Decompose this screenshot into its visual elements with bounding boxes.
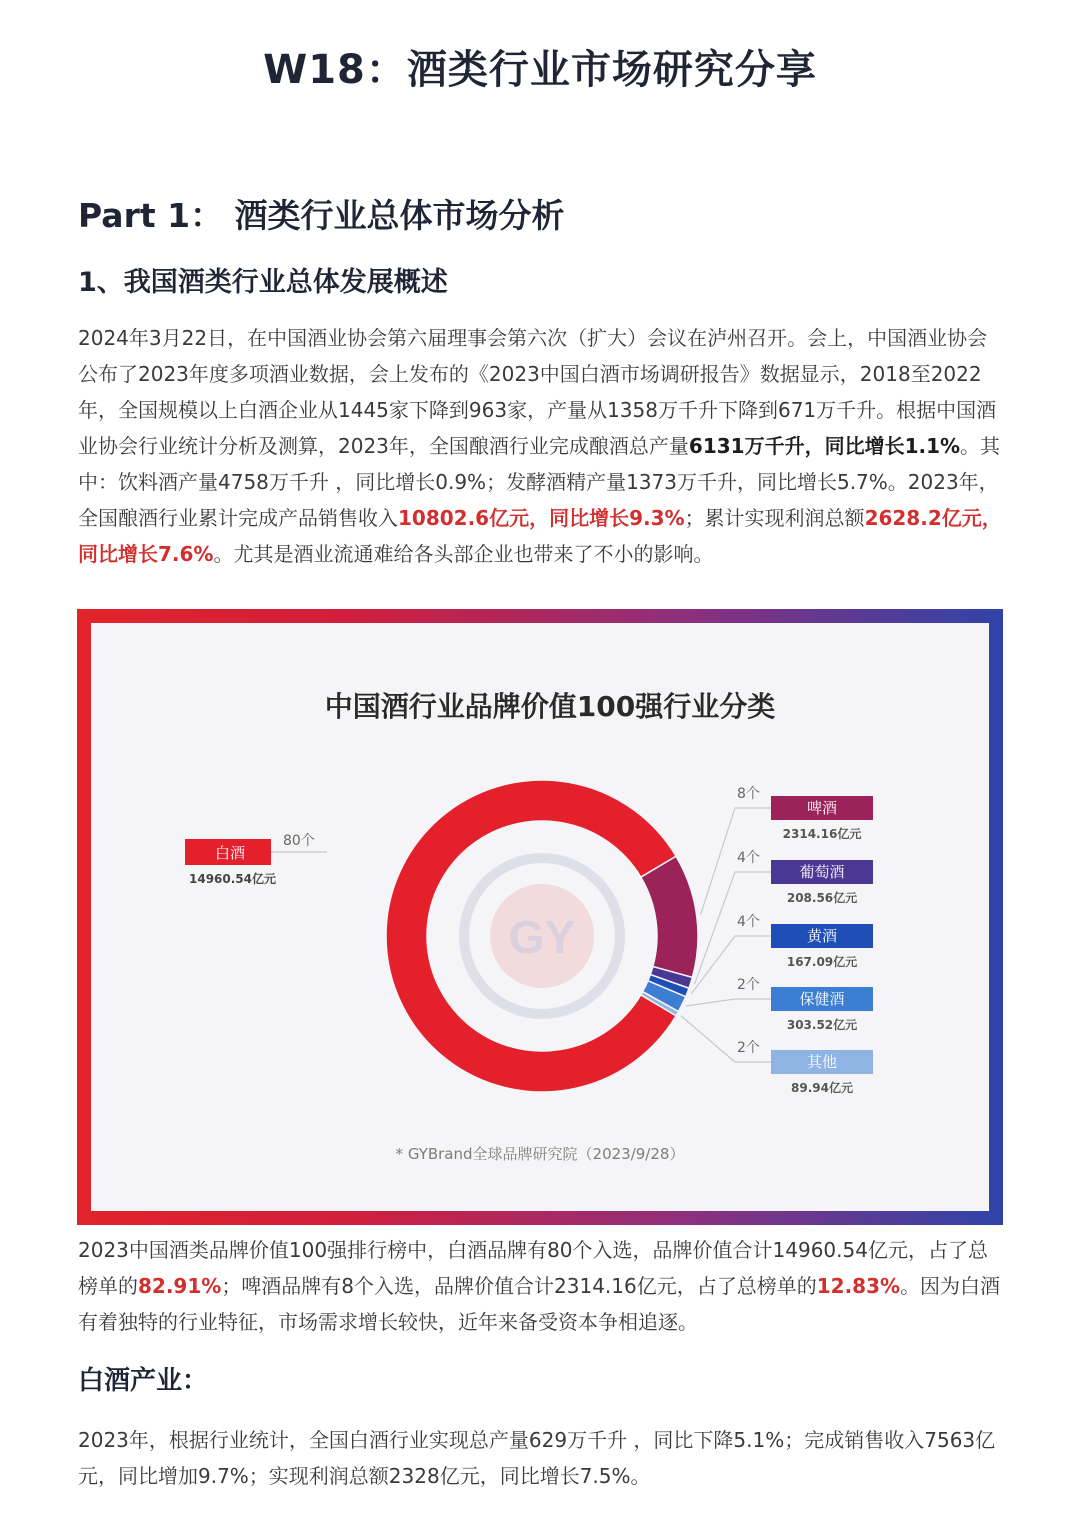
highlight-bold: 6131万千升，同比增长1.1% <box>688 434 961 458</box>
chart-source: * GYBrand全球品牌研究院（2023/9/28） <box>395 1145 685 1163</box>
text-segment: 2023年，根据行业统计，全国白酒行业实现总产量629万千升 ，同比下降5.1%；完成销售收入7563亿元，同比增加9.7%；实现利润总额2328亿元，同比增长7.5%。 <box>78 1428 996 1488</box>
intro-paragraph <box>78 320 1006 572</box>
highlight-red: 2628.2亿元，同比增长7.6% <box>78 506 1002 566</box>
part-heading: Part 1： 酒类行业总体市场分析 <box>78 196 565 235</box>
legend-value-4: 303.52亿元 <box>786 1018 858 1032</box>
section-heading: 1、我国酒类行业总体发展概述 <box>78 267 448 298</box>
baijiu-heading: 白酒产业： <box>78 1366 209 1396</box>
legend-count-4: 2个 <box>737 977 760 993</box>
legend-label-1: 啤酒 <box>806 799 838 817</box>
legend-value-1: 2314.16亿元 <box>782 827 862 841</box>
legend-value-5: 89.94亿元 <box>791 1081 853 1095</box>
legend-count-3: 4个 <box>737 914 760 930</box>
ranking-paragraph <box>78 1232 1006 1340</box>
donut-segment-1 <box>641 856 698 977</box>
legend-value-0: 14960.54亿元 <box>189 872 277 886</box>
text-segment: 。尤其是酒业流通难给各头部企业也带来了不小的影响。 <box>213 542 714 566</box>
chart-panel <box>91 623 989 1211</box>
baijiu-paragraph <box>78 1422 1006 1494</box>
highlight-red: 12.83% <box>816 1274 901 1298</box>
center-logo <box>464 858 620 1014</box>
legend-label-0: 白酒 <box>215 844 246 862</box>
text-segment: 。因为白酒有着独特的行业特征，市场需求增长较快，近年来备受资本争相追逐。 <box>78 1274 1001 1334</box>
chart-figure <box>77 609 1003 1225</box>
leader-line-1 <box>701 808 771 915</box>
highlight-red: 82.91% <box>138 1274 222 1298</box>
legend-label-3: 黄酒 <box>806 927 838 945</box>
legend-label-4: 保健酒 <box>799 990 845 1008</box>
text-segment: 2024年3月22日，在中国酒业协会第六届理事会第六次（扩大）会议在泸州召开。会上，中国酒业协会公布了2023年度多项酒业数据，会上发布的《2023中国白酒市场调研报告》数据显示，2018至2022年，全国规模以上白酒企业从1445家下降到963家，产量从1358万千升下降到671万千升。根据中国酒业协会行业统计分析及测算，2023年，全国酿酒行业完成酿酒总产量 <box>78 326 997 458</box>
legend-label-2: 葡萄酒 <box>799 863 845 881</box>
legend-value-2: 208.56亿元 <box>786 891 858 905</box>
highlight-red: 10802.6亿元，同比增长9.3% <box>398 506 685 530</box>
document-title: W18：酒类行业市场研究分享 <box>263 47 817 93</box>
legend-count-2: 4个 <box>737 850 760 866</box>
text-segment: ；啤酒品牌有8个入选，品牌价值合计2314.16亿元，占了总榜单的 <box>221 1274 817 1298</box>
leader-line-4 <box>686 999 771 1006</box>
chart-title: 中国酒行业品牌价值100强行业分类 <box>324 690 776 723</box>
text-segment: ；累计实现利润总额 <box>684 506 865 530</box>
legend-label-5: 其他 <box>806 1053 838 1071</box>
legend-count-5: 2个 <box>737 1040 760 1056</box>
legend-count-0: 80个 <box>283 833 315 849</box>
legend-count-1: 8个 <box>737 786 760 802</box>
text-segment: 。其中：饮料酒产量4758万千升 ，同比增长0.9%；发酵酒精产量1373万千升，同比增长5.7%。2023年，全国酿酒行业累计完成产品销售收入 <box>78 434 1001 530</box>
donut-chart <box>91 623 989 1211</box>
legend-value-3: 167.09亿元 <box>786 955 858 969</box>
text-segment: 2023中国酒类品牌价值100强排行榜中，白酒品牌有80个入选，品牌价值合计14960.54亿元，占了总榜单的 <box>78 1238 988 1298</box>
logo-text: GY <box>508 911 576 963</box>
